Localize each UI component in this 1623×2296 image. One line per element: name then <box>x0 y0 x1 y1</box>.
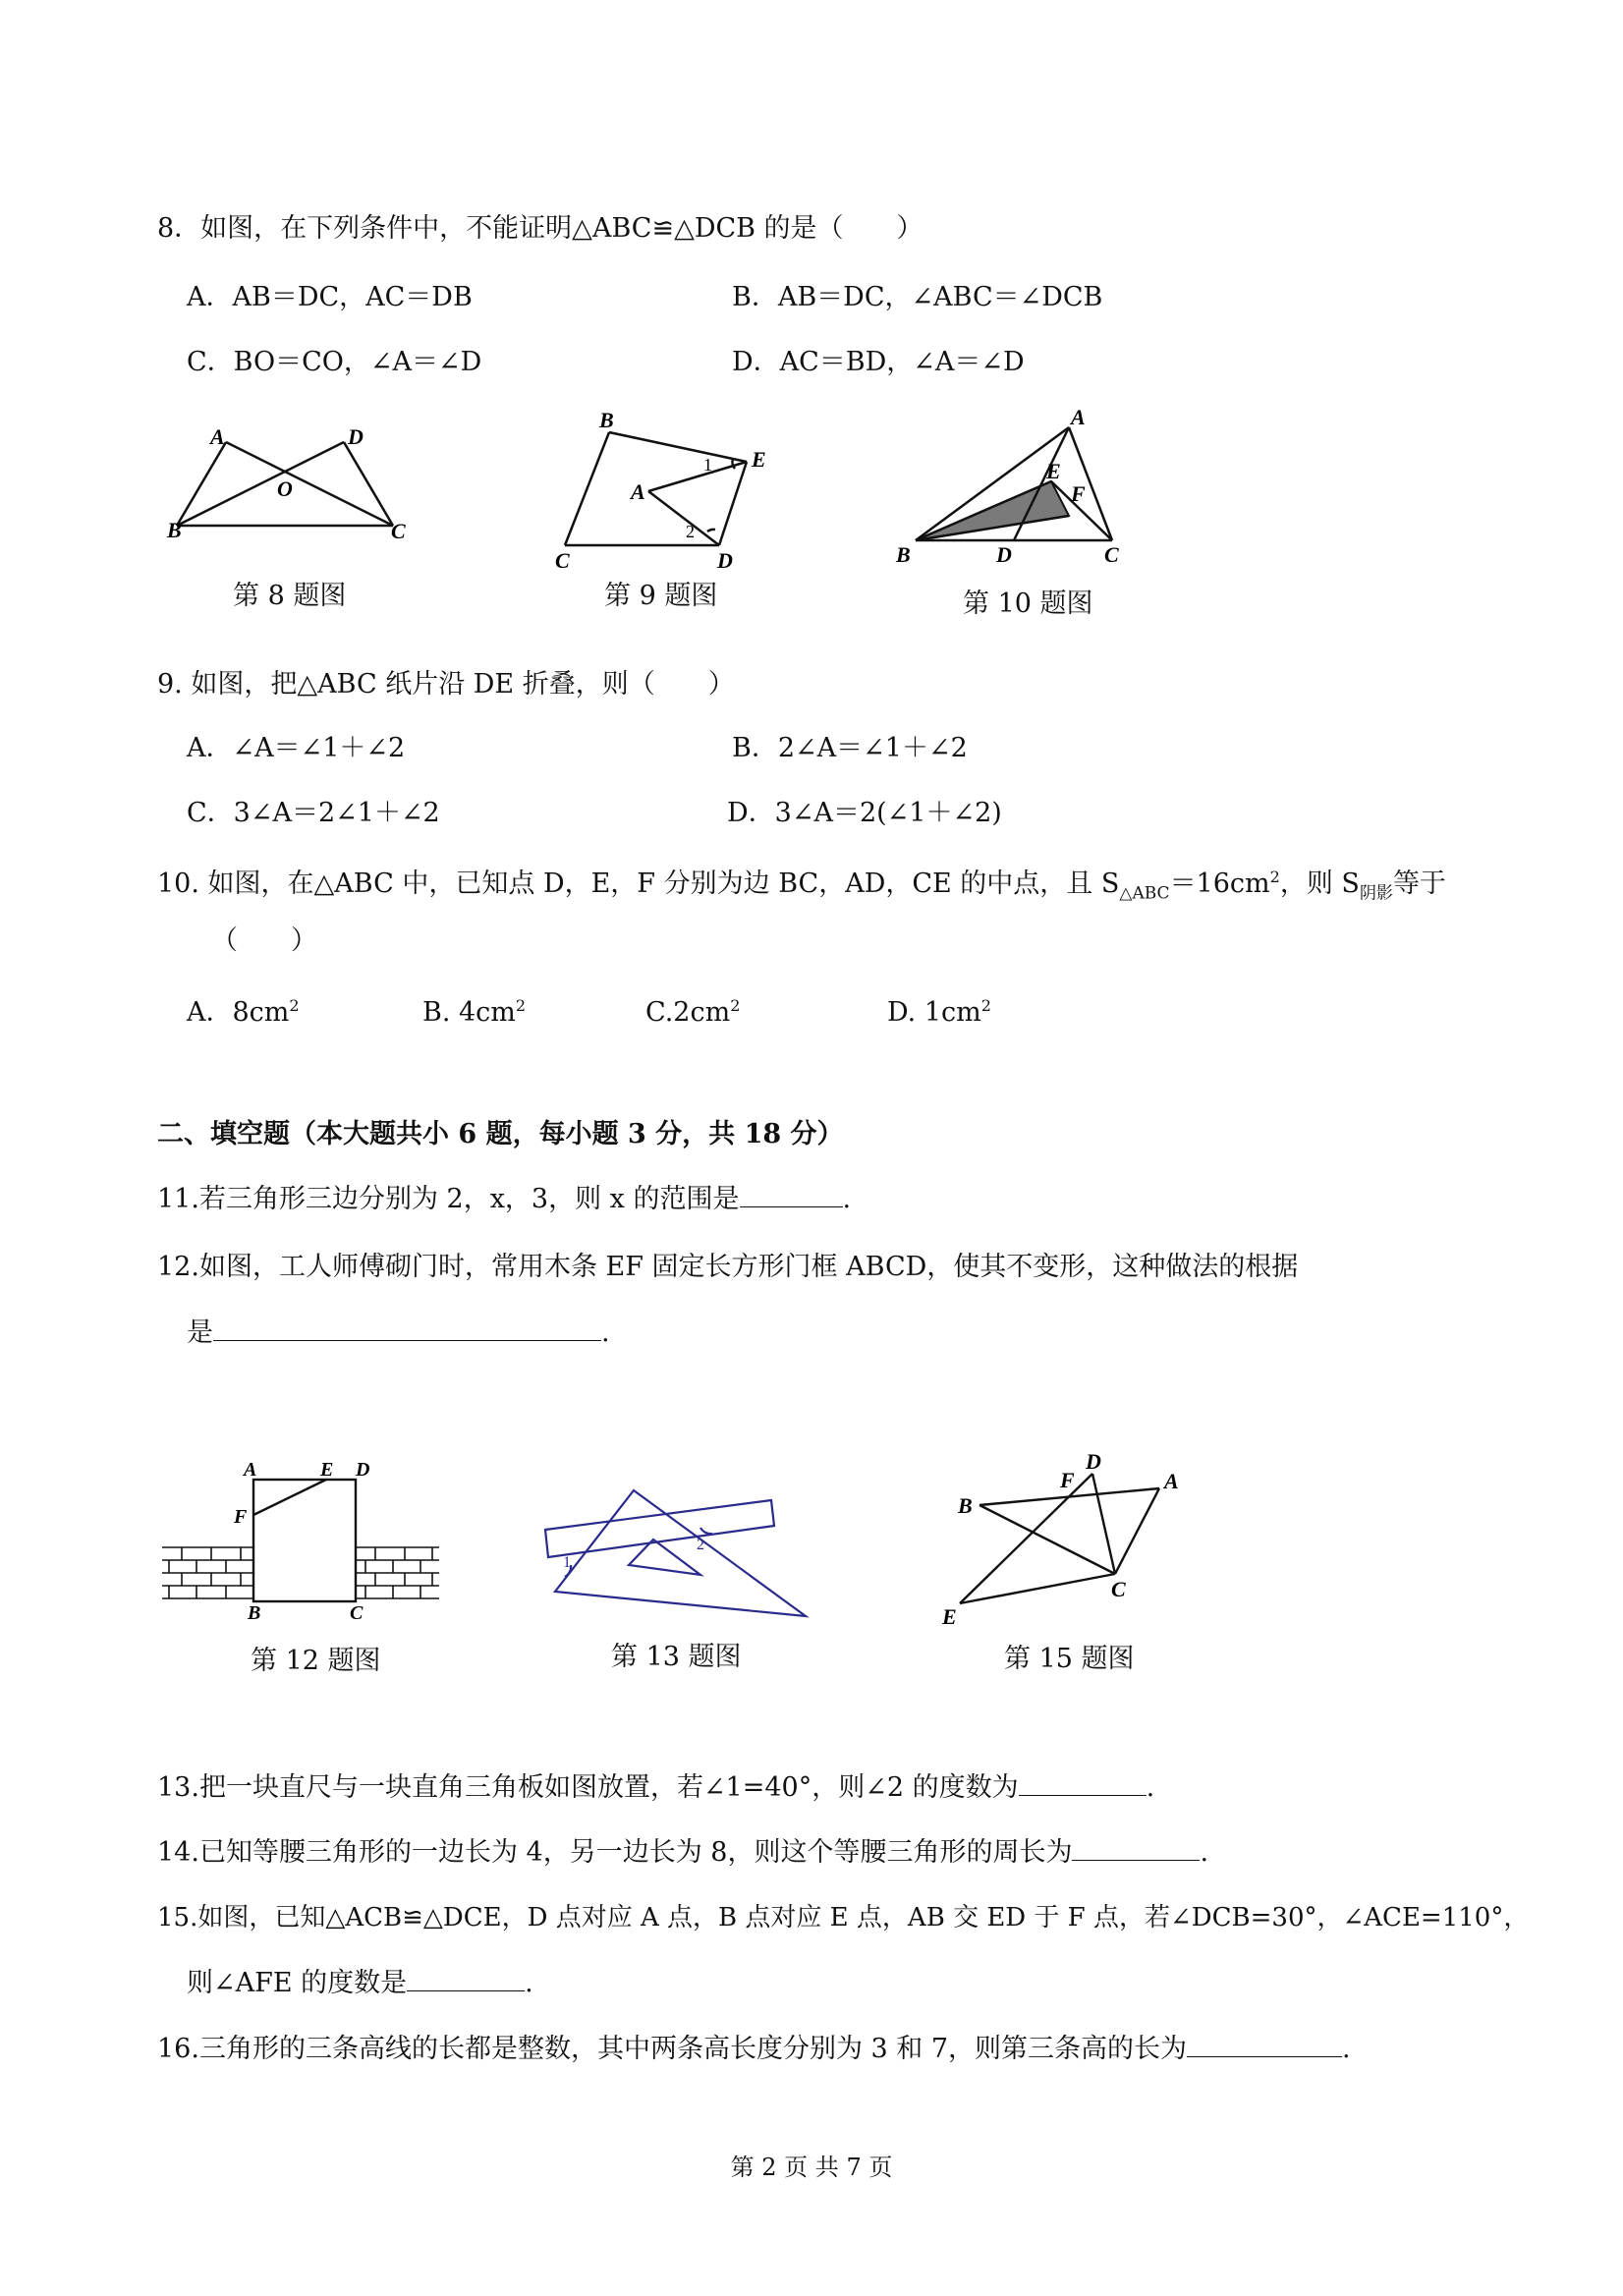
figure-9 <box>550 408 806 575</box>
fig9-label-e: E <box>752 447 766 472</box>
q15-answer-blank[interactable] <box>407 1967 525 1991</box>
fig12-label-d: D <box>356 1459 370 1481</box>
q10-option-c-sup: 2 <box>730 996 741 1015</box>
fig9-label-a: A <box>631 479 645 504</box>
q9-option-a: A．∠A＝∠1＋∠2 <box>187 733 406 763</box>
q11-text: 11.若三角形三边分别为 2，x，3，则 x 的范围是 <box>157 1184 740 1214</box>
q10-option-c-text: C.2cm <box>645 997 731 1028</box>
caption-fig12: 第 12 题图 <box>251 1646 381 1676</box>
fig8-label-d: D <box>348 424 364 449</box>
q9-option-c: C．3∠A＝2∠1＋∠2 <box>187 798 440 828</box>
q16 <box>157 2033 1351 2066</box>
q12-answer-blank[interactable] <box>213 1316 601 1341</box>
q10-stem-part-c: ，则 S <box>1279 868 1360 899</box>
figure-15 <box>928 1444 1194 1631</box>
fig10-label-f: F <box>1071 481 1086 506</box>
figure-10 <box>894 403 1149 575</box>
caption-fig15: 第 15 题图 <box>1004 1644 1135 1674</box>
caption-fig10: 第 10 题图 <box>963 588 1093 619</box>
fig9-label-2: 2 <box>686 522 695 541</box>
fig15-label-d: D <box>1086 1449 1101 1474</box>
fig10-label-b: B <box>896 542 911 567</box>
q10-superscript-2: 2 <box>1269 868 1280 886</box>
fig10-label-a: A <box>1071 405 1086 429</box>
q10-stem-part-b: ＝16cm <box>1169 868 1270 899</box>
caption-fig9: 第 9 题图 <box>604 581 718 611</box>
fig10-label-c: C <box>1104 542 1119 567</box>
fig15-label-e: E <box>942 1604 957 1629</box>
q15-text: 则∠AFE 的度数是 <box>187 1968 408 1998</box>
q14-period: . <box>1200 1837 1209 1868</box>
q8-option-b: B．AB＝DC，∠ABC＝∠DCB <box>732 282 1103 312</box>
q10-option-b-text: B. 4cm <box>422 997 516 1028</box>
q8-stem: 8．如图，在下列条件中，不能证明△ABC≌△DCB 的是（ ） <box>157 213 923 244</box>
q12-line2 <box>187 1316 610 1350</box>
q15-period: . <box>525 1968 533 1998</box>
q10-stem-part-d: 等于 <box>1392 868 1446 899</box>
q16-period: . <box>1342 2034 1351 2064</box>
q10-option-a <box>187 989 300 1030</box>
fig12-label-b: B <box>248 1602 261 1624</box>
fig12-label-f: F <box>234 1506 248 1528</box>
q14 <box>157 1836 1208 1870</box>
section2-heading: 二、填空题（本大题共小 6 题，每小题 3 分，共 18 分） <box>157 1119 844 1149</box>
fig10-label-d: D <box>996 542 1012 567</box>
caption-fig8: 第 8 题图 <box>233 581 347 611</box>
q9-option-d: D．3∠A＝2(∠1＋∠2) <box>727 798 1002 828</box>
fig13-outer-triangle <box>555 1490 806 1616</box>
fig12-label-e: E <box>320 1459 334 1481</box>
q8-option-a: A．AB＝DC，AC＝DB <box>187 282 473 312</box>
fig8-label-c: C <box>391 519 406 543</box>
q9-stem: 9. 如图，把△ABC 纸片沿 DE 折叠，则（ ） <box>157 669 735 700</box>
q9-option-b: B．2∠A＝∠1＋∠2 <box>732 733 968 763</box>
q10-subscript-shadow: 阴影 <box>1359 883 1393 904</box>
fig15-label-c: C <box>1111 1577 1126 1601</box>
q10-stem <box>157 861 1446 910</box>
caption-fig13: 第 13 题图 <box>611 1642 742 1672</box>
q11 <box>157 1183 851 1216</box>
fig9-label-d: D <box>717 548 733 573</box>
fig15-label-a: A <box>1164 1469 1179 1493</box>
q13-period: . <box>1146 1772 1155 1803</box>
fig12-label-c: C <box>350 1602 364 1624</box>
fig13-label-1: 1 <box>563 1554 571 1571</box>
fig10-label-e: E <box>1046 459 1061 483</box>
q8-option-d: D．AC＝BD，∠A＝∠D <box>732 347 1025 377</box>
q11-period: . <box>842 1184 852 1214</box>
fig9-label-c: C <box>555 548 570 573</box>
q14-answer-blank[interactable] <box>1072 1836 1200 1861</box>
figure-13 <box>535 1479 820 1626</box>
q12-line1: 12.如图，工人师傅砌门时，常用木条 EF 固定长方形门框 ABCD，使其不变形，这种做法的根据 <box>157 1252 1299 1282</box>
figure-12 <box>157 1454 452 1624</box>
q10-option-c <box>645 989 740 1030</box>
fig13-label-2: 2 <box>697 1537 704 1553</box>
q10-option-b-sup: 2 <box>515 996 527 1015</box>
q10-option-d-sup: 2 <box>980 996 991 1015</box>
q16-text: 16.三角形的三条高线的长都是整数，其中两条高长度分别为 3 和 7，则第三条高的长为 <box>157 2034 1188 2064</box>
fig12-label-a: A <box>244 1459 257 1481</box>
fig15-label-f: F <box>1060 1468 1075 1492</box>
fig9-label-b: B <box>599 408 614 432</box>
q11-answer-blank[interactable] <box>740 1183 843 1207</box>
fig9-label-1: 1 <box>703 455 712 475</box>
q10-option-b <box>422 989 526 1030</box>
q15-line1: 15.如图，已知△ACB≌△DCE，D 点对应 A 点，B 点对应 E 点，AB 交 ED 于 F 点，若∠DCB=30°，∠ACE=110°， <box>157 1903 1530 1932</box>
q13-text: 13.把一块直尺与一块直角三角板如图放置，若∠1=40°，则∠2 的度数为 <box>157 1772 1019 1803</box>
q10-option-d <box>887 989 991 1030</box>
q10-option-a-text: A．8cm <box>187 997 290 1028</box>
fig8-label-a: A <box>210 424 225 449</box>
q15-line2 <box>187 1967 533 2000</box>
fig8-label-o: O <box>277 476 293 501</box>
figure-8 <box>157 422 422 550</box>
q12-period: . <box>601 1317 610 1348</box>
q10-stem-part-a: 10. 如图，在△ABC 中，已知点 D，E，F 分别为边 BC，AD，CE 的中点，且 S <box>157 868 1120 899</box>
q10-subscript-abc: △ABC <box>1119 883 1170 904</box>
q10-option-d-text: D. 1cm <box>887 997 981 1028</box>
page-footer: 第 2 页 共 7 页 <box>730 2154 893 2181</box>
q13 <box>157 1771 1154 1805</box>
q12-text-shi: 是 <box>187 1317 213 1348</box>
q8-option-c: C．BO＝CO，∠A＝∠D <box>187 347 482 377</box>
fig15-label-b: B <box>958 1493 973 1518</box>
q10-paren: （ ） <box>211 925 317 956</box>
fig8-label-b: B <box>167 518 182 542</box>
q16-answer-blank[interactable] <box>1187 2033 1342 2057</box>
q14-text: 14.已知等腰三角形的一边长为 4，另一边长为 8，则这个等腰三角形的周长为 <box>157 1837 1073 1868</box>
q10-option-a-sup: 2 <box>289 996 300 1015</box>
q13-answer-blank[interactable] <box>1019 1771 1147 1796</box>
